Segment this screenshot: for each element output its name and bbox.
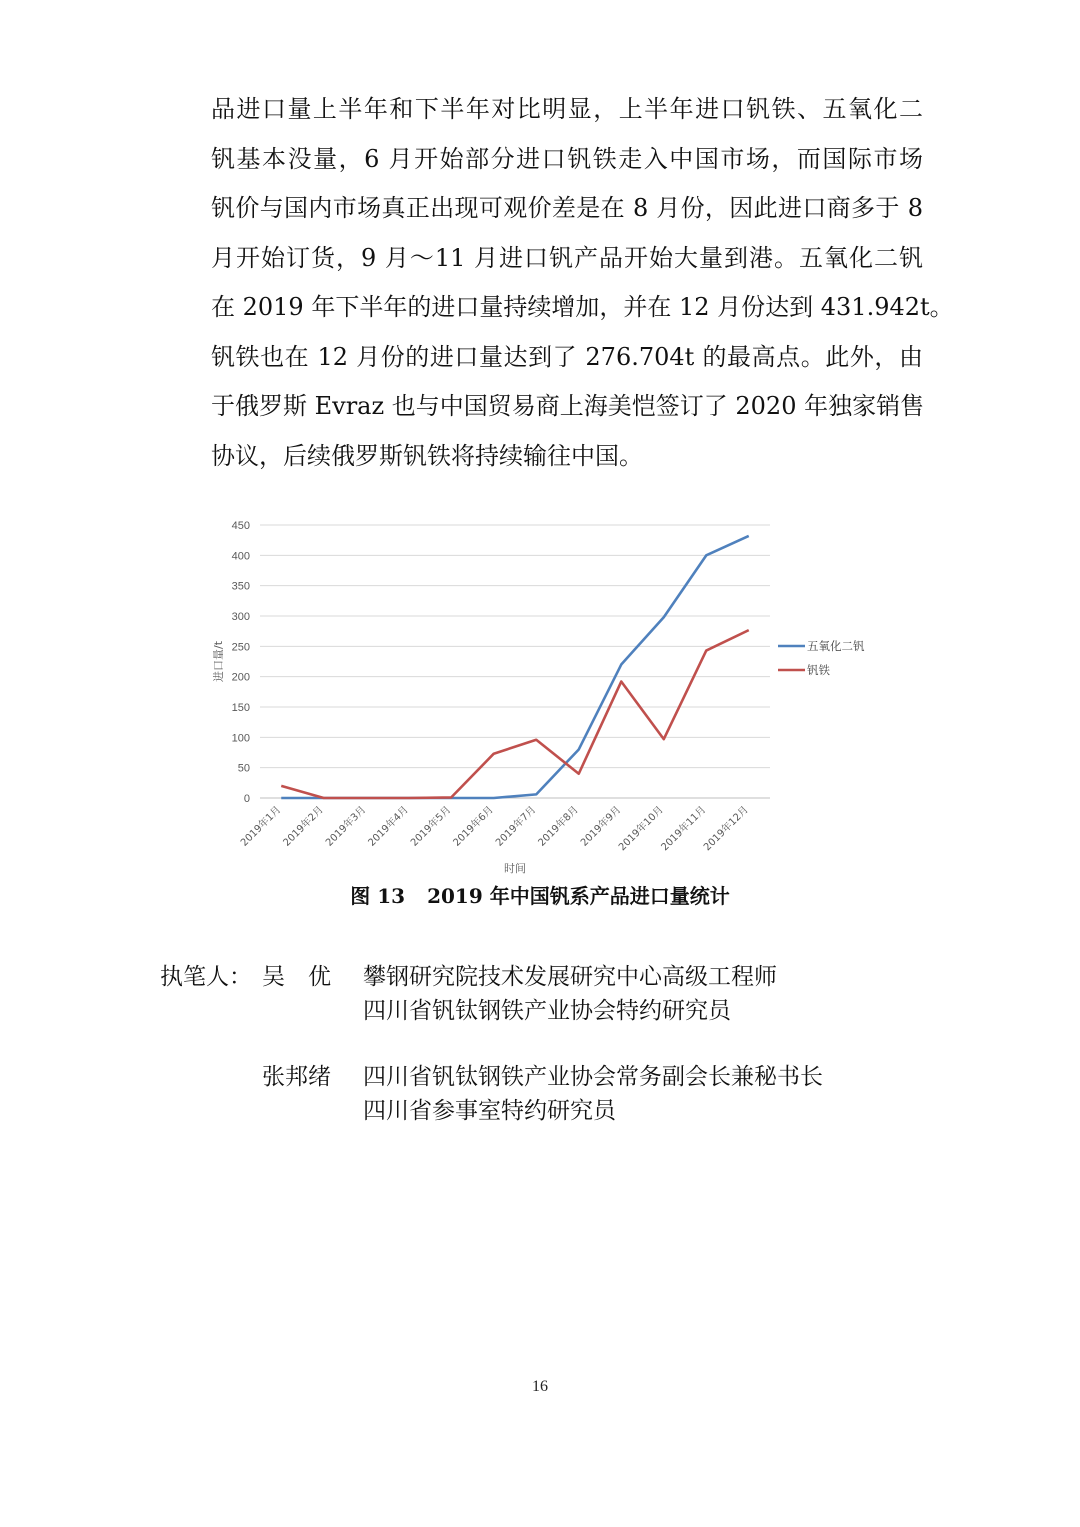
x-tick-label: 2019年9月 bbox=[578, 804, 624, 849]
paragraph-line: 在 2019 年下半年的进口量持续增加，并在 12 月份达到 431.942t。 bbox=[211, 293, 954, 321]
y-tick-label: 450 bbox=[231, 520, 250, 532]
paragraph-line: 钒铁也在 12 月份的进口量达到了 276.704t 的最高点。此外，由 bbox=[211, 342, 923, 371]
x-tick-label: 2019年7月 bbox=[493, 804, 539, 849]
x-tick-label: 2019年10月 bbox=[616, 804, 666, 854]
legend-label: 五氧化二钒 bbox=[807, 639, 865, 653]
paragraph-line: 于俄罗斯 Evraz 也与中国贸易商上海美恺签订了 2020 年独家销售 bbox=[211, 392, 925, 420]
x-tick-label: 2019年11月 bbox=[659, 804, 709, 854]
body-paragraph bbox=[211, 85, 954, 481]
author-name: 吴 优 bbox=[262, 964, 331, 990]
x-tick-label: 2019年2月 bbox=[281, 804, 326, 849]
figure-caption bbox=[0, 880, 1080, 909]
author-title: 四川省钒钛钢铁产业协会特约研究员 bbox=[363, 998, 731, 1024]
y-tick-label: 400 bbox=[231, 550, 250, 563]
paragraph-line: 钒基本没量，6 月开始部分进口钒铁走入中国市场，而国际市场 bbox=[211, 144, 923, 173]
x-axis-label: 时间 bbox=[504, 862, 526, 875]
authors-label: 执笔人： bbox=[160, 964, 252, 990]
y-axis-label: 进口量/t bbox=[212, 640, 225, 683]
figure-number: 图 13 bbox=[350, 884, 406, 908]
author-title: 攀钢研究院技术发展研究中心高级工程师 bbox=[363, 964, 777, 990]
x-tick-label: 2019年4月 bbox=[366, 804, 411, 849]
import-volume-line-chart bbox=[200, 510, 900, 880]
paragraph-line: 品进口量上半年和下半年对比明显，上半年进口钒铁、五氧化二 bbox=[211, 95, 923, 123]
page-number: 16 bbox=[532, 1378, 548, 1395]
paragraph-line: 钒价与国内市场真正出现可观价差是在 8 月份，因此进口商多于 8 bbox=[211, 194, 923, 222]
y-tick-label: 150 bbox=[231, 702, 250, 714]
y-tick-label: 200 bbox=[231, 671, 250, 684]
y-tick-label: 50 bbox=[237, 762, 250, 775]
x-tick-label: 2019年8月 bbox=[536, 804, 581, 849]
author-title: 四川省参事室特约研究员 bbox=[363, 1098, 616, 1124]
x-tick-label: 2019年5月 bbox=[408, 804, 454, 849]
y-tick-label: 300 bbox=[231, 611, 250, 623]
x-tick-label: 2019年1月 bbox=[238, 804, 284, 849]
x-tick-label: 2019年12月 bbox=[701, 804, 751, 854]
y-tick-label: 250 bbox=[231, 641, 250, 654]
author-name: 张邦绪 bbox=[262, 1064, 331, 1090]
legend-label: 钒铁 bbox=[807, 663, 830, 677]
x-tick-label: 2019年3月 bbox=[323, 804, 369, 849]
y-tick-label: 100 bbox=[231, 732, 250, 745]
y-tick-label: 350 bbox=[231, 580, 250, 593]
figure-title: 2019 年中国钒系产品进口量统计 bbox=[427, 884, 730, 908]
series-line-2 bbox=[281, 630, 749, 798]
author-title: 四川省钒钛钢铁产业协会常务副会长兼秘书长 bbox=[363, 1064, 823, 1090]
paragraph-line: 协议，后续俄罗斯钒铁将持续输往中国。 bbox=[211, 441, 643, 470]
x-tick-label: 2019年6月 bbox=[451, 804, 496, 849]
y-tick-label: 0 bbox=[243, 793, 250, 805]
series-line-1 bbox=[281, 536, 749, 798]
paragraph-line: 月开始订货，9 月～11 月进口钒产品开始大量到港。五氧化二钒 bbox=[211, 243, 923, 272]
